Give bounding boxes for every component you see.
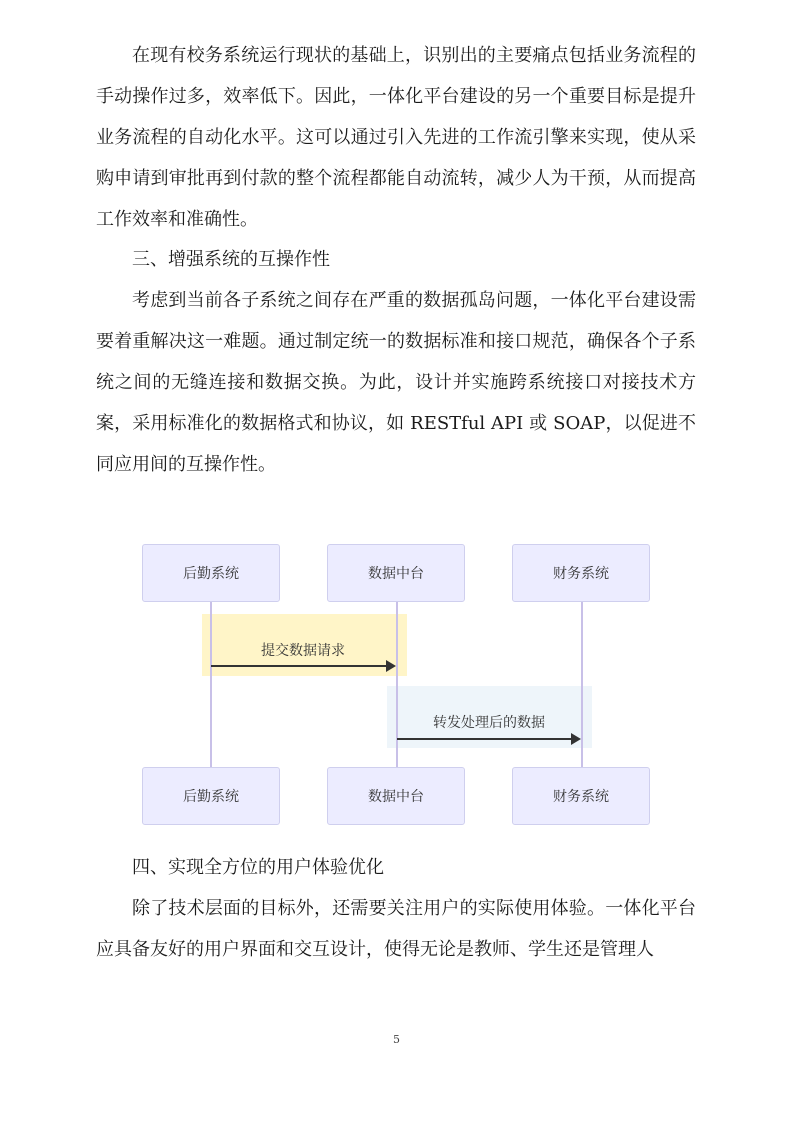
actor-bottom-logistics: 后勤系统 bbox=[142, 767, 280, 825]
paragraph-interoperability: 考虑到当前各子系统之间存在严重的数据孤岛问题，一体化平台建设需要着重解决这一难题。通过制定统一的数据标准和接口规范，确保各个子系统之间的无缝连接和数据交换。为此，设计并实施跨系统接口对接技术方案，采用标准化的数据格式和协议，如 RESTful API 或 SOAP，以促进不同应用间的互操作性。 bbox=[96, 290, 696, 475]
actor-bottom-finance: 财务系统 bbox=[512, 767, 650, 825]
sequence-diagram bbox=[140, 540, 655, 832]
actor-top-finance: 财务系统 bbox=[512, 544, 650, 602]
paragraph-workflow-automation: 在现有校务系统运行现状的基础上，识别出的主要痛点包括业务流程的手动操作过多，效率低下。因此，一体化平台建设的另一个重要目标是提升业务流程的自动化水平。这可以通过引入先进的工作流引擎来实现，使从采购申请到审批再到付款的整个流程都能自动流转，减少人为干预，从而提高工作效率和准确性。 bbox=[96, 45, 696, 230]
lifeline-finance bbox=[581, 602, 583, 770]
actor-bottom-data-center: 数据中台 bbox=[327, 767, 465, 825]
message-label-2: 转发处理后的数据 bbox=[433, 715, 545, 731]
message-arrow-2 bbox=[397, 738, 579, 740]
lifeline-data-center bbox=[396, 602, 398, 770]
message-label-1: 提交数据请求 bbox=[261, 643, 345, 659]
section-heading-user-experience: 四、实现全方位的用户体验优化 bbox=[132, 857, 384, 878]
page-number: 5 bbox=[393, 1033, 400, 1046]
actor-top-data-center: 数据中台 bbox=[327, 544, 465, 602]
message-arrow-1 bbox=[211, 665, 394, 667]
actor-top-logistics: 后勤系统 bbox=[142, 544, 280, 602]
paragraph-user-experience: 除了技术层面的目标外，还需要关注用户的实际使用体验。一体化平台应具备友好的用户界面和交互设计，使得无论是教师、学生还是管理人 bbox=[96, 898, 696, 960]
lifeline-logistics bbox=[210, 602, 212, 770]
section-heading-interoperability: 三、增强系统的互操作性 bbox=[132, 249, 330, 270]
